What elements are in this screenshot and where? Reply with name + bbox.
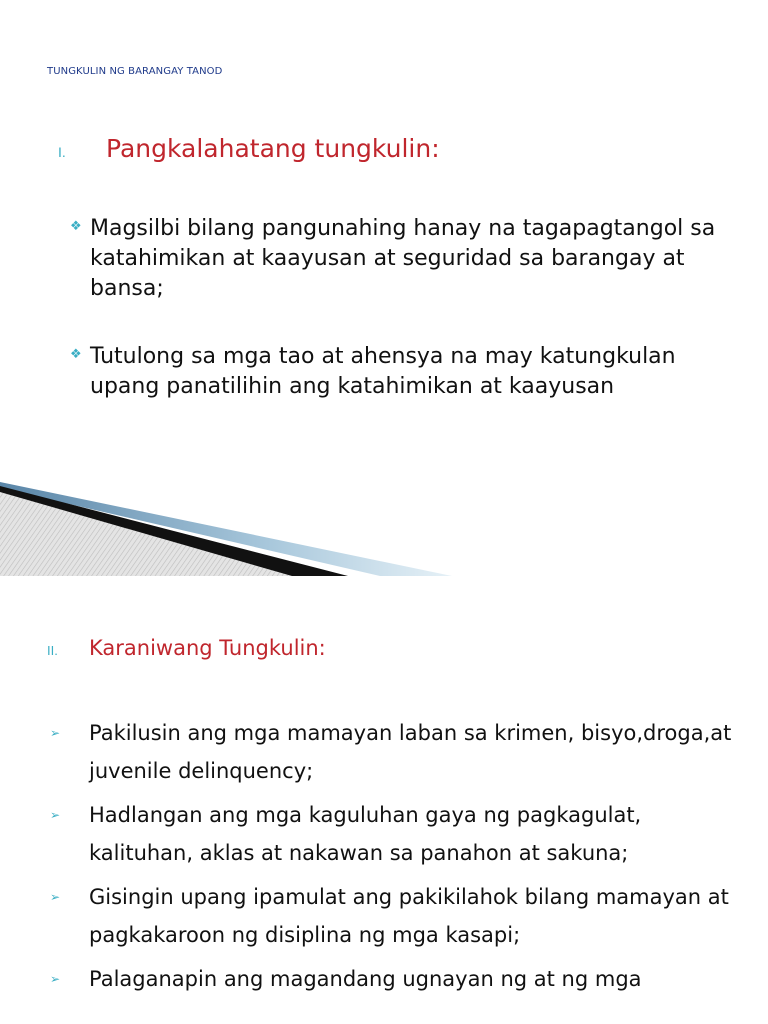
corner-decoration	[0, 476, 768, 576]
list-item	[50, 796, 740, 872]
diamond-bullet-icon: ❖	[70, 347, 82, 362]
bullet-text: Hadlangan ang mga kaguluhan gaya ng pagkagulat, kalituhan, aklas at nakawan sa panahon at sakuna;	[89, 803, 642, 865]
diamond-bullet-icon: ❖	[70, 219, 82, 234]
bullet-list-2	[50, 714, 740, 1004]
list-item	[70, 214, 738, 304]
arrow-bullet-icon: ➢	[50, 726, 61, 740]
bullet-list-1	[70, 214, 738, 440]
bullet-text: Tutulong sa mga tao at ahensya na may katungkulan upang panatilihin ang katahimikan at kaayusan	[90, 344, 676, 399]
bullet-text: Pakilusin ang mga mamayan laban sa krimen, bisyo,droga,at juvenile delinquency;	[89, 721, 732, 783]
list-item	[50, 960, 740, 998]
list-item	[70, 342, 738, 402]
list-item	[50, 714, 740, 790]
arrow-bullet-icon: ➢	[50, 972, 61, 986]
list-item	[50, 878, 740, 954]
bullet-text: Magsilbi bilang pangunahing hanay na tagapagtangol sa katahimikan at kaayusan at seguridad sa barangay at bansa;	[90, 216, 716, 301]
section-number: II.	[47, 643, 58, 658]
arrow-bullet-icon: ➢	[50, 890, 61, 904]
section-heading-text: Pangkalahatang tungkulin:	[106, 134, 440, 163]
bullet-text: Palaganapin ang magandang ugnayan ng at ng mga	[89, 967, 642, 991]
section-heading-text: Karaniwang Tungkulin:	[89, 636, 326, 660]
section-number: I.	[58, 144, 66, 160]
bullet-text: Gisingin upang ipamulat ang pakikilahok bilang mamayan at pagkakaroon ng disiplina ng mga kasapi;	[89, 885, 729, 947]
section-heading-2	[47, 636, 326, 660]
arrow-bullet-icon: ➢	[50, 808, 61, 822]
section-heading-1	[58, 134, 440, 163]
slide-title: TUNGKULIN NG BARANGAY TANOD	[47, 66, 223, 77]
